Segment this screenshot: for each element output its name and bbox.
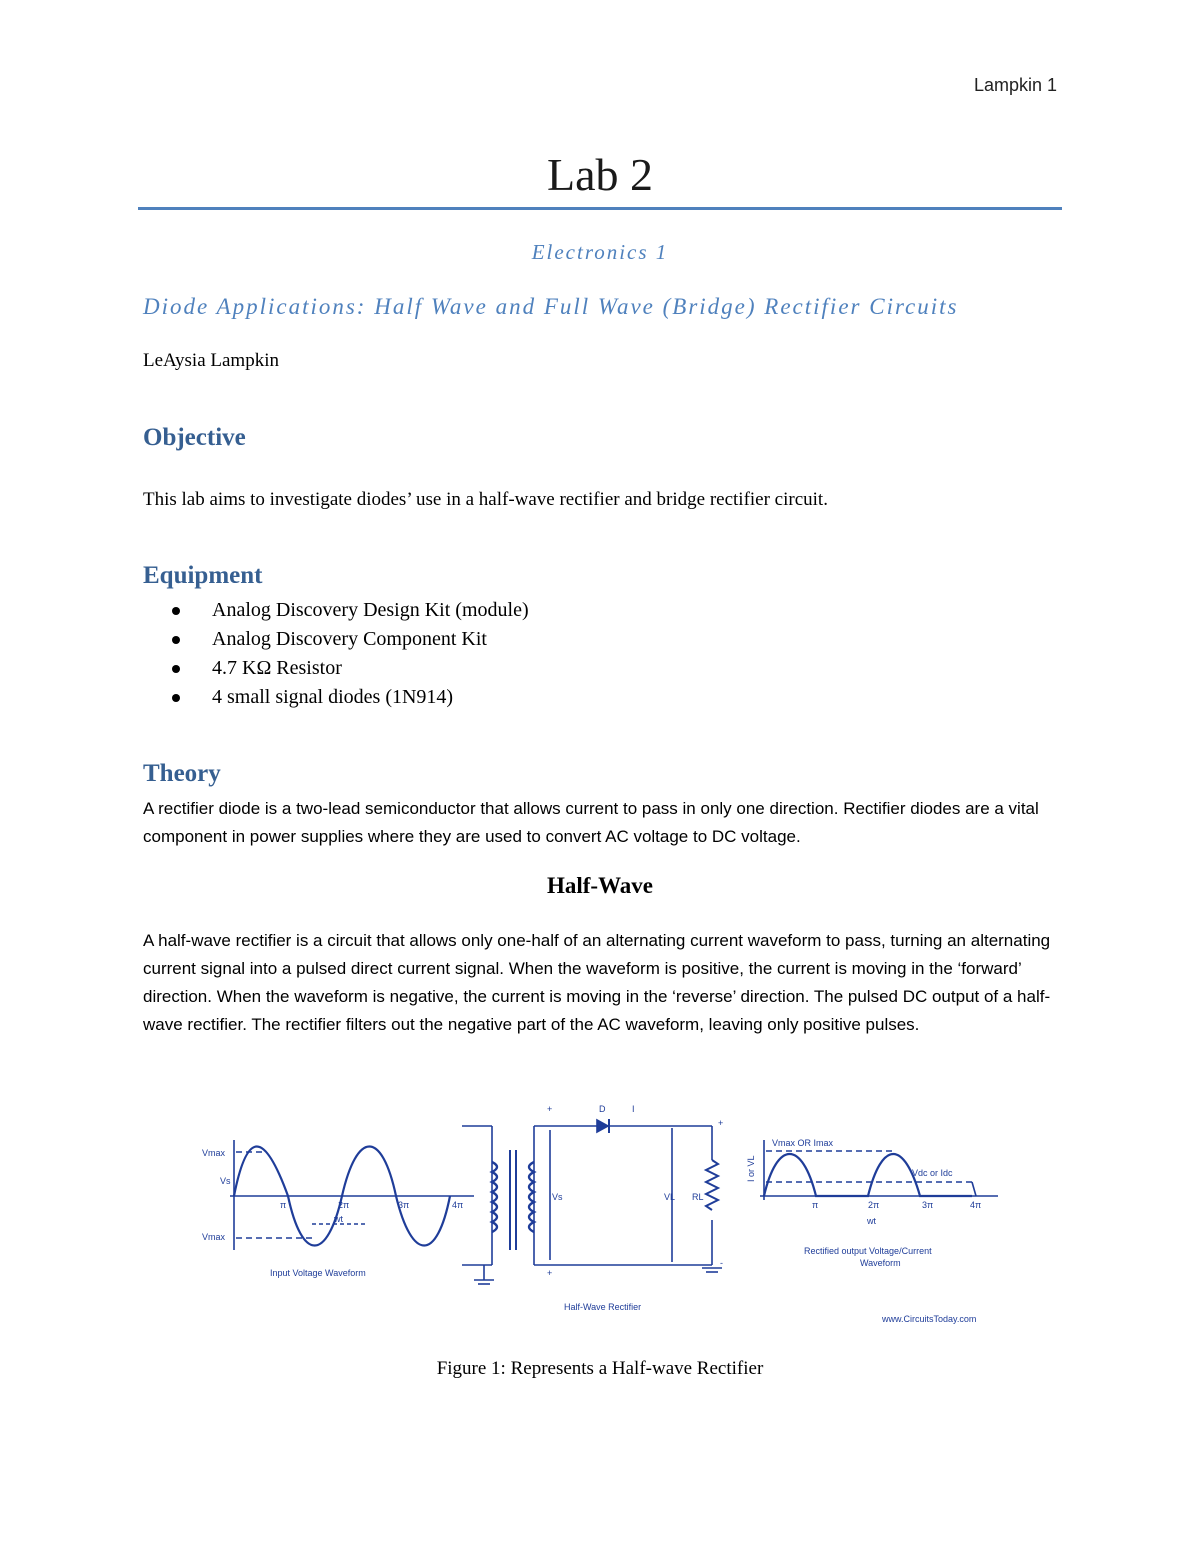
title-divider — [138, 207, 1062, 210]
label-output-axis: I or VL — [746, 1155, 756, 1182]
objective-heading: Objective — [143, 424, 246, 451]
equipment-heading: Equipment — [143, 562, 263, 589]
label-vmax-imax: Vmax OR Imax — [772, 1138, 834, 1148]
tick-label: 4π — [970, 1200, 982, 1210]
input-caption: Input Voltage Waveform — [270, 1268, 366, 1278]
bullet-icon — [172, 607, 180, 615]
output-caption-line2: Waveform — [860, 1258, 901, 1268]
tick-label: 2π — [868, 1200, 880, 1210]
label-minus: - — [720, 1258, 723, 1268]
label-vl: VL — [664, 1192, 676, 1202]
bullet-icon — [172, 694, 180, 702]
figure-caption: Figure 1: Represents a Half-wave Rectifier — [436, 1358, 764, 1379]
label-rl: RL — [692, 1192, 704, 1202]
label-d: D — [599, 1104, 606, 1114]
label-vmax: Vmax — [202, 1148, 226, 1158]
bullet-icon — [172, 636, 180, 644]
page-title: Lab 2 — [546, 149, 653, 200]
lab-subtitle: Diode Applications: Half Wave and Full Wave (Bridge) Rectifier Circuits — [143, 294, 959, 319]
tick-label: π — [280, 1200, 287, 1210]
running-head: Lampkin 1 — [973, 75, 1057, 95]
resistor-zigzag — [706, 1160, 718, 1210]
half-wave-heading: Half-Wave — [546, 873, 654, 898]
tick-label: π — [812, 1200, 819, 1210]
label-plus: + — [718, 1118, 724, 1128]
diode-symbol — [597, 1120, 608, 1132]
list-item: Analog Discovery Design Kit (module) — [168, 596, 529, 625]
label-vdc-idc: Vdc or Idc — [912, 1168, 953, 1178]
label-wt: wt — [867, 1216, 876, 1226]
author-name: LeAysia Lampkin — [143, 350, 279, 371]
circuit-caption: Half-Wave Rectifier — [564, 1302, 642, 1312]
label-plus: + — [547, 1104, 553, 1114]
label-wt: wt — [334, 1214, 343, 1224]
bullet-icon — [172, 665, 180, 673]
equipment-list — [168, 596, 529, 712]
theory-text: A rectifier diode is a two-lead semiconductor that allows current to pass in only one direction. Rectifier diodes are a vital component in power supplies where they are used to convert AC voltage to DC voltage. — [143, 799, 1039, 846]
output-caption-line1: Rectified output Voltage/Current — [804, 1246, 932, 1256]
half-wave-rectifier-figure — [192, 1100, 1002, 1332]
label-vs: Vs — [552, 1192, 563, 1202]
list-item: 4.7 KΩ Resistor — [168, 654, 529, 683]
source-credit: www.CircuitsToday.com — [882, 1314, 977, 1324]
label-vmin: Vmax — [202, 1232, 226, 1242]
objective-text: This lab aims to investigate diodes’ use in a half-wave rectifier and bridge rectifier circuit. — [143, 489, 828, 510]
tick-label: 3π — [398, 1200, 410, 1210]
half-wave-text: A half-wave rectifier is a circuit that allows only one-half of an alternating current waveform to pass, turning an alternating current signal into a pulsed direct current signal. When the waveform is positive, the current is moving in the ‘forward’ direction. When the waveform is negative, the current is moving in the ‘reverse’ direction. The pulsed DC output of a half-wave rectifier. The rectifier filters out the negative part of the AC waveform, leaving only positive pulses. — [143, 931, 1051, 1034]
list-item: Analog Discovery Component Kit — [168, 625, 529, 654]
tick-label: 3π — [922, 1200, 934, 1210]
tick-label: 4π — [452, 1200, 464, 1210]
course-subtitle: Electronics 1 — [531, 240, 669, 264]
list-item: 4 small signal diodes (1N914) — [168, 683, 529, 712]
label-i: I — [632, 1104, 635, 1114]
vdc-marker — [972, 1182, 976, 1196]
label-plus: + — [547, 1268, 553, 1278]
label-vs: Vs — [220, 1176, 231, 1186]
tick-label: 2π — [338, 1200, 350, 1210]
theory-heading: Theory — [143, 760, 221, 787]
